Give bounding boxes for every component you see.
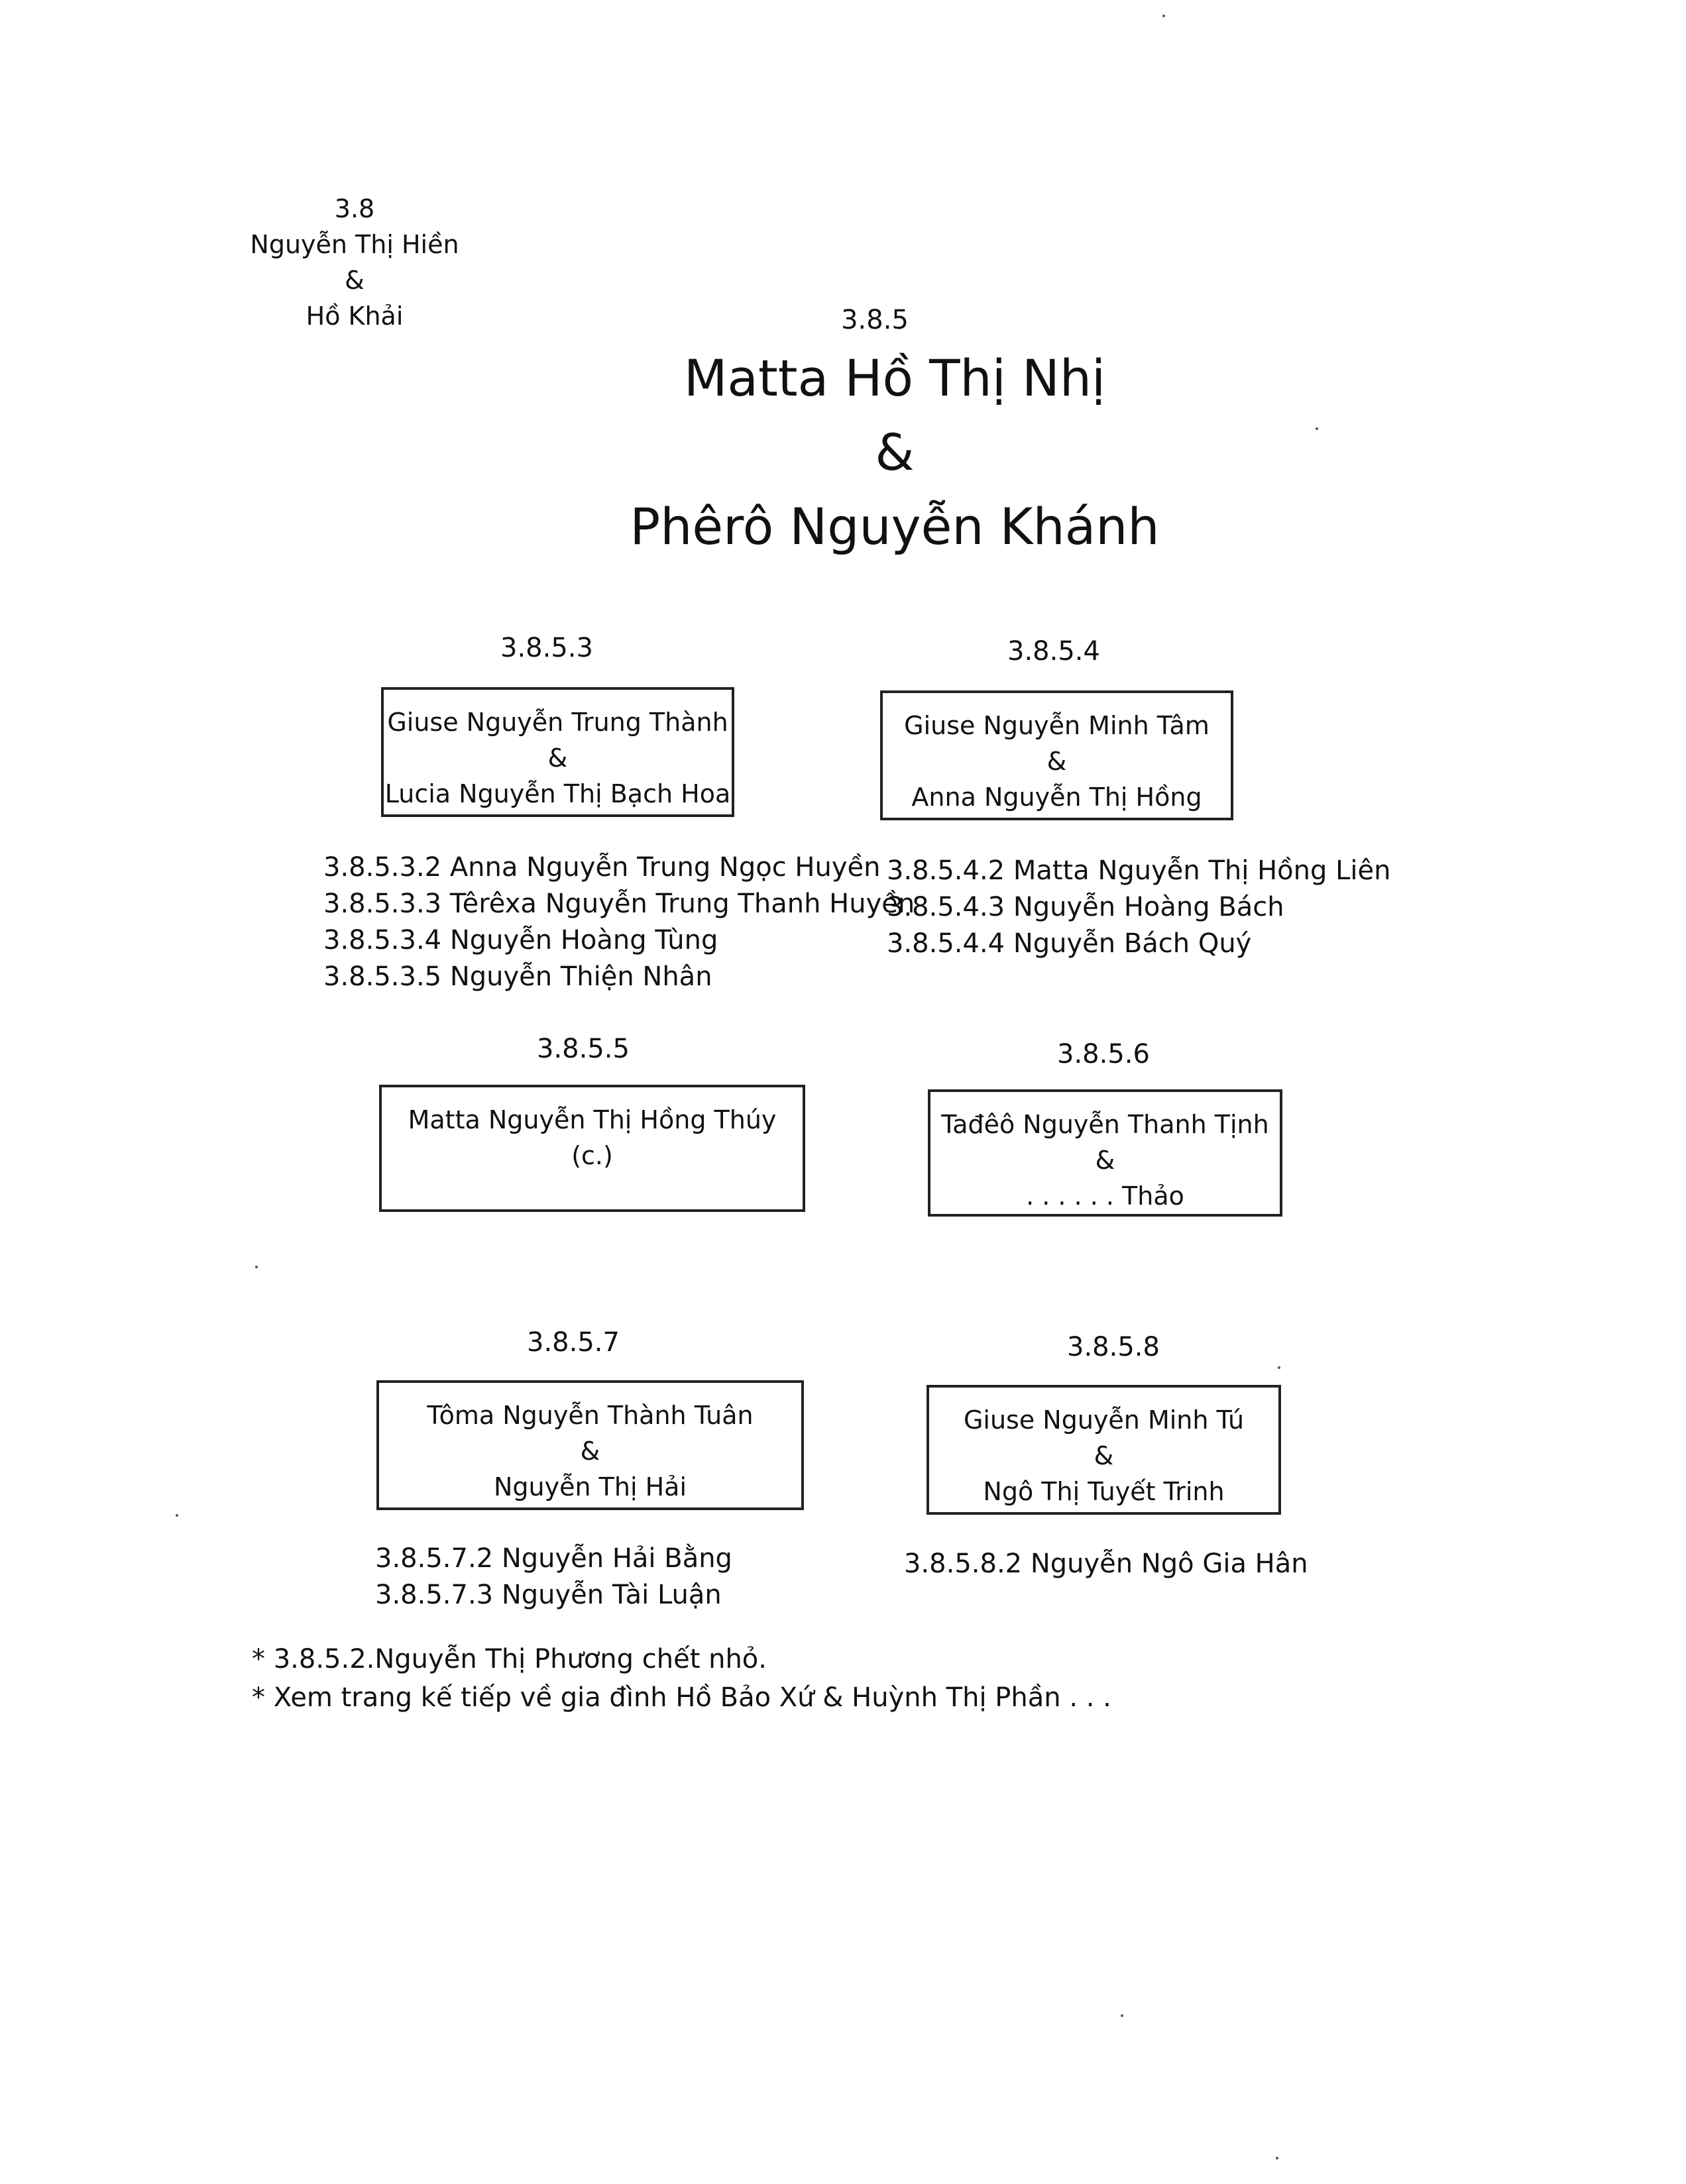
footnotes bbox=[252, 1640, 1111, 1717]
main-couple-id: 3.8.5 bbox=[841, 305, 909, 335]
spouse-2: Nguyễn Thị Hải bbox=[493, 1472, 687, 1502]
children-list bbox=[375, 1541, 732, 1613]
main-ampersand: & bbox=[875, 423, 915, 482]
children-list bbox=[887, 853, 1390, 962]
ancestor-block bbox=[245, 191, 464, 334]
family-couple-box bbox=[381, 687, 734, 817]
ampersand: & bbox=[1046, 747, 1067, 776]
child-entry: 3.8.5.8.2 Nguyễn Ngô Gia Hân bbox=[904, 1549, 1308, 1579]
child-entry: 3.8.5.7.2 Nguyễn Hải Bằng bbox=[375, 1543, 732, 1574]
scan-speck bbox=[1162, 15, 1165, 17]
scan-speck bbox=[1121, 2014, 1123, 2017]
family-couple-box bbox=[376, 1380, 804, 1510]
child-entry: 3.8.5.3.3 Têrêxa Nguyễn Trung Thanh Huyền bbox=[323, 889, 915, 919]
ampersand: & bbox=[580, 1437, 600, 1466]
family-id: 3.8.5.7 bbox=[527, 1327, 620, 1358]
person-name: Matta Nguyễn Thị Hồng Thúy bbox=[408, 1105, 777, 1134]
family-couple-box bbox=[880, 690, 1233, 820]
spouse-2: . . . . . . Thảo bbox=[1026, 1181, 1184, 1211]
status-note: (c.) bbox=[571, 1141, 613, 1170]
spouse-1: Tôma Nguyễn Thành Tuân bbox=[427, 1401, 754, 1430]
child-entry: 3.8.5.3.2 Anna Nguyễn Trung Ngọc Huyền bbox=[323, 852, 881, 883]
ampersand: & bbox=[1094, 1441, 1114, 1470]
scan-speck bbox=[255, 1266, 258, 1268]
scan-speck bbox=[1316, 427, 1318, 430]
main-name-1: Matta Hồ Thị Nhị bbox=[683, 349, 1106, 408]
ancestor-name-2: Hồ Khải bbox=[306, 301, 404, 331]
spouse-1: Tađêô Nguyễn Thanh Tịnh bbox=[941, 1110, 1269, 1139]
spouse-1: Giuse Nguyễn Minh Tâm bbox=[904, 711, 1209, 740]
ancestor-id: 3.8 bbox=[334, 194, 375, 223]
main-couple-title bbox=[530, 341, 1259, 564]
ancestor-name-1: Nguyễn Thị Hiền bbox=[250, 230, 459, 259]
family-id: 3.8.5.3 bbox=[500, 633, 593, 663]
footnote: * 3.8.5.2.Nguyễn Thị Phương chết nhỏ. bbox=[252, 1644, 767, 1674]
family-id: 3.8.5.5 bbox=[537, 1034, 630, 1064]
ancestor-ampersand: & bbox=[345, 266, 365, 295]
family-id: 3.8.5.6 bbox=[1057, 1039, 1150, 1069]
family-id: 3.8.5.8 bbox=[1067, 1332, 1160, 1362]
child-entry: 3.8.5.4.4 Nguyễn Bách Quý bbox=[887, 928, 1252, 959]
child-entry: 3.8.5.7.3 Nguyễn Tài Luận bbox=[375, 1580, 722, 1610]
spouse-2: Lucia Nguyễn Thị Bạch Hoa bbox=[384, 779, 731, 808]
family-couple-box bbox=[928, 1089, 1282, 1217]
footnote: * Xem trang kế tiếp về gia đình Hồ Bảo Xứ & Huỳnh Thị Phần . . . bbox=[252, 1682, 1111, 1713]
ampersand: & bbox=[547, 743, 568, 773]
child-entry: 3.8.5.4.2 Matta Nguyễn Thị Hồng Liên bbox=[887, 855, 1391, 886]
family-single-box bbox=[379, 1085, 805, 1212]
spouse-2: Anna Nguyễn Thị Hồng bbox=[911, 783, 1202, 812]
family-couple-box bbox=[927, 1385, 1281, 1515]
spouse-1: Giuse Nguyễn Minh Tú bbox=[963, 1405, 1245, 1435]
spouse-1: Giuse Nguyễn Trung Thành bbox=[387, 708, 728, 737]
child-entry: 3.8.5.3.4 Nguyễn Hoàng Tùng bbox=[323, 925, 718, 956]
children-list bbox=[323, 849, 915, 995]
child-entry: 3.8.5.3.5 Nguyễn Thiện Nhân bbox=[323, 961, 712, 992]
child-entry: 3.8.5.4.3 Nguyễn Hoàng Bách bbox=[887, 892, 1284, 922]
main-name-2: Phêrô Nguyễn Khánh bbox=[630, 497, 1160, 556]
ampersand: & bbox=[1095, 1146, 1115, 1175]
spouse-2: Ngô Thị Tuyết Trinh bbox=[983, 1477, 1225, 1506]
scan-speck bbox=[176, 1514, 178, 1517]
scan-speck bbox=[1276, 2157, 1278, 2159]
family-id: 3.8.5.4 bbox=[1007, 636, 1100, 667]
scan-speck bbox=[1278, 1366, 1280, 1369]
children-list bbox=[904, 1546, 1308, 1582]
